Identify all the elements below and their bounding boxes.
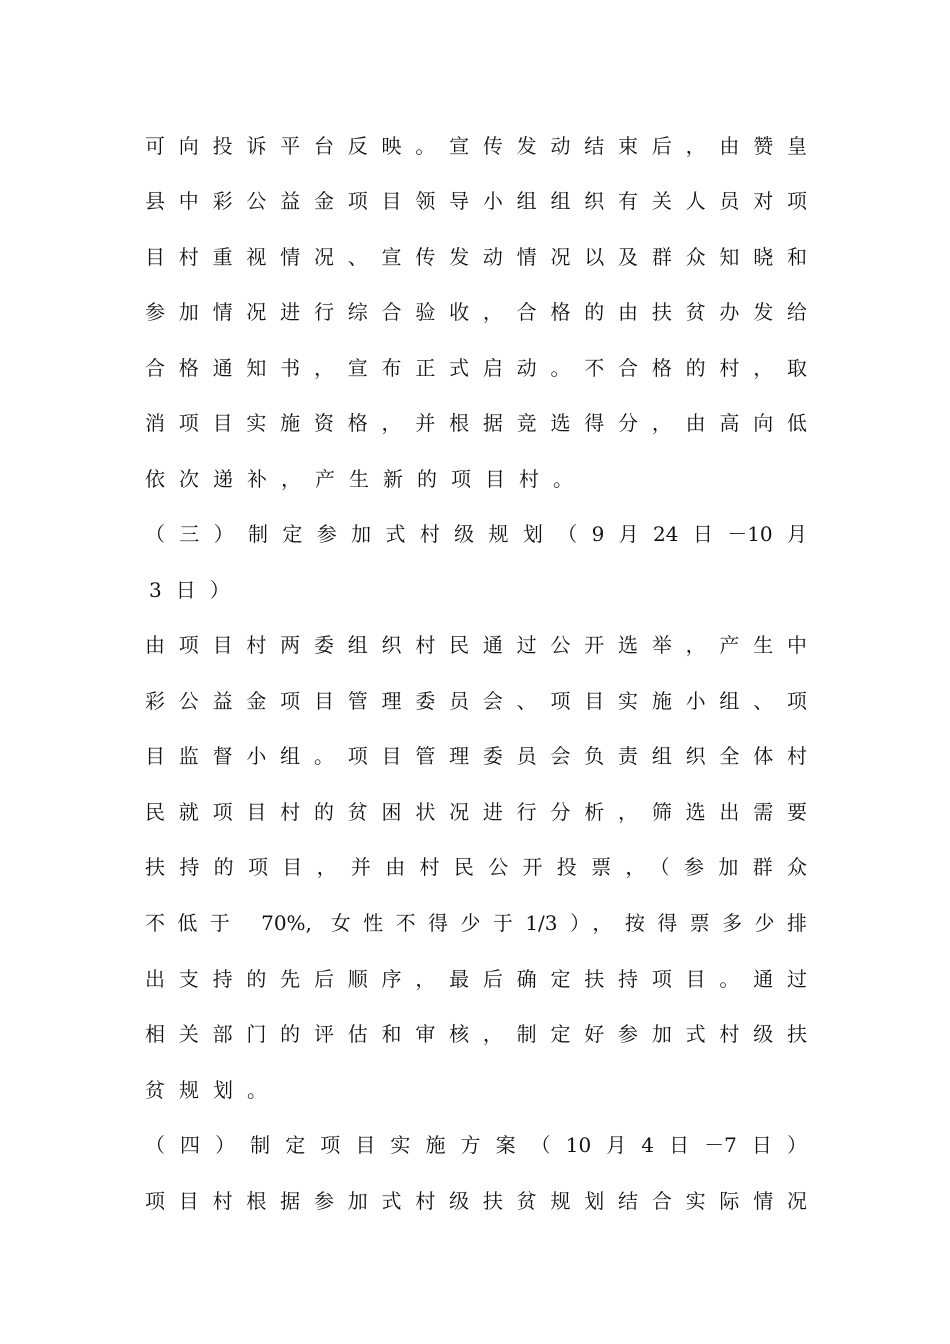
paragraph-line: 县中彩公益金项目领导小组组织有关人员对项 bbox=[145, 189, 807, 213]
paragraph-line: 依次递补，产生新的项目村。 bbox=[145, 467, 587, 491]
paragraph-line: 项目村根据参加式村级扶贫规划结合实际情况 bbox=[145, 1189, 807, 1213]
paragraph-line: 扶持的项目，并由村民公开投票，（参加群众 bbox=[145, 855, 807, 879]
paragraph-line: 彩公益金项目管理委员会、项目实施小组、项 bbox=[145, 689, 807, 713]
paragraph-line: 民就项目村的贫困状况进行分析，筛选出需要 bbox=[145, 800, 807, 824]
paragraph-line: 合格通知书，宣布正式启动。不合格的村，取 bbox=[145, 356, 807, 380]
paragraph-line: 不低于 70%, 女性不得少于1/3），按得票多少排 bbox=[145, 911, 807, 935]
paragraph-line: 出支持的先后顺序，最后确定扶持项目。通过 bbox=[145, 967, 807, 991]
section-heading-3-continued: 3日） bbox=[149, 578, 244, 602]
paragraph-line: 相关部门的评估和审核，制定好参加式村级扶 bbox=[145, 1022, 807, 1046]
paragraph-line: 目村重视情况、宣传发动情况以及群众知晓和 bbox=[145, 245, 807, 269]
paragraph-line: 贫规划。 bbox=[145, 1078, 281, 1102]
paragraph-line: 目监督小组。项目管理委员会负责组织全体村 bbox=[145, 744, 807, 768]
paragraph-line: 由项目村两委组织村民通过公开选举，产生中 bbox=[145, 633, 807, 657]
section-heading-4: （四）制定项目实施方案（10月4日－7日） bbox=[145, 1133, 807, 1157]
section-heading-3: （三）制定参加式村级规划（9月24日－10月 bbox=[145, 522, 807, 546]
paragraph-line: 参加情况进行综合验收，合格的由扶贫办发给 bbox=[145, 300, 807, 324]
paragraph-line: 可向投诉平台反映。宣传发动结束后，由赞皇 bbox=[145, 134, 807, 158]
paragraph-line: 消项目实施资格，并根据竞选得分，由高向低 bbox=[145, 411, 807, 435]
